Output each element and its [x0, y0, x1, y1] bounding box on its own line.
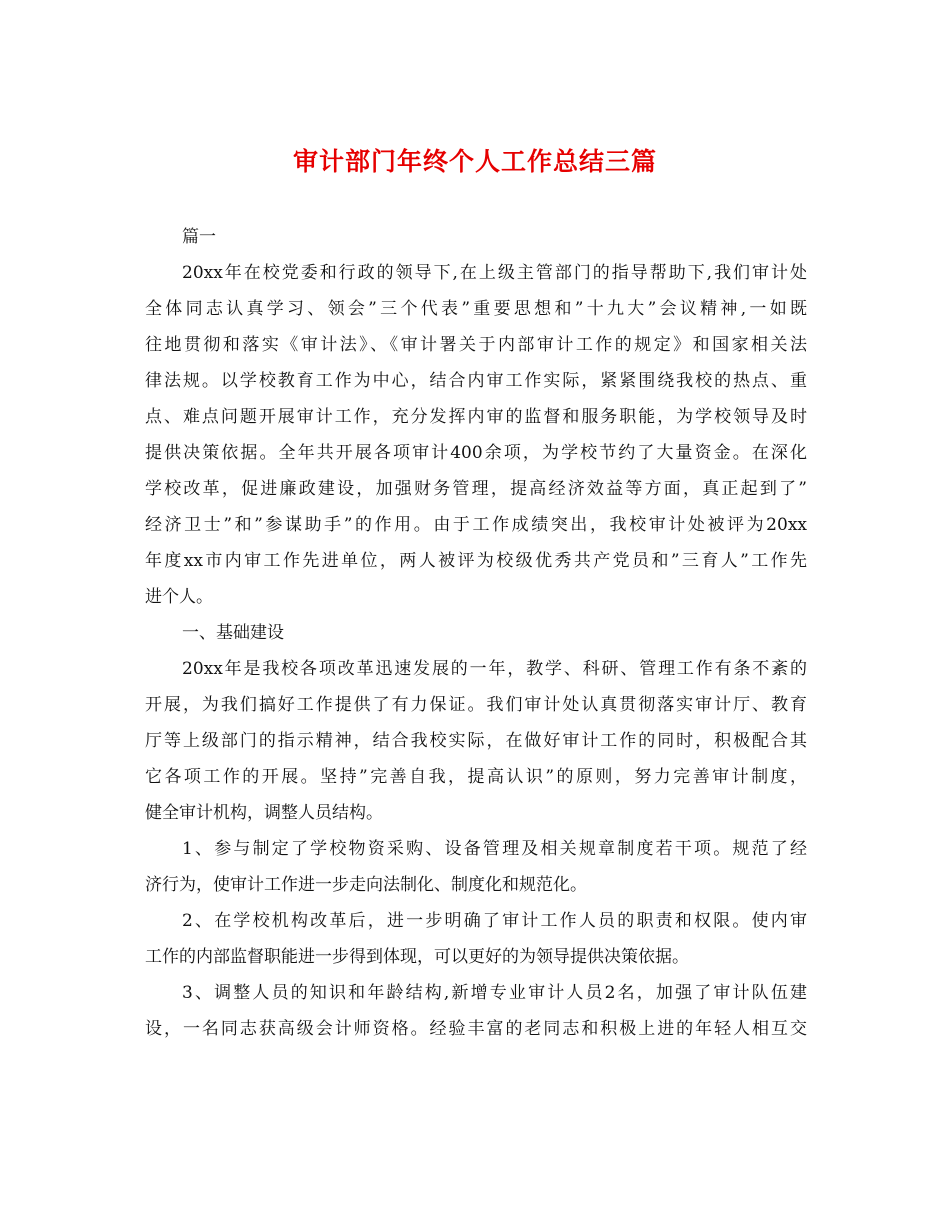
text-line: 篇一: [182, 227, 216, 247]
text-line: 学校改革，促进廉政建设，加强财务管理，提高经济效益等方面，真正起到了”: [145, 479, 807, 499]
text-line: 工作的内部监督职能进一步得到体现，可以更好的为领导提供决策依据。: [145, 947, 689, 967]
text-line: 20xx年在校党委和行政的领导下,在上级主管部门的指导帮助下,我们审计处: [182, 263, 807, 283]
text-line: 2、在学校机构改革后，进一步明确了审计工作人员的职责和权限。使内审: [182, 911, 807, 931]
text-line: 厅等上级部门的指示精神，结合我校实际，在做好审计工作的同时，积极配合其: [145, 731, 807, 751]
text-line: 提供决策依据。全年共开展各项审计400余项，为学校节约了大量资金。在深化: [145, 443, 807, 463]
document-body: [145, 219, 807, 1047]
text-line: 设，一名同志获高级会计师资格。经验丰富的老同志和积极上进的年轻人相互交: [145, 1019, 807, 1039]
text-line: 年度xx市内审工作先进单位，两人被评为校级优秀共产党员和”三育人”工作先: [145, 551, 807, 571]
text-line: 全体同志认真学习、领会”三个代表”重要思想和”十九大”会议精神,一如既: [145, 299, 807, 319]
text-line: 20xx年是我校各项改革迅速发展的一年，教学、科研、管理工作有条不紊的: [182, 659, 807, 679]
document-title: 审计部门年终个人工作总结三篇: [292, 147, 657, 176]
text-line: 济行为，使审计工作进一步走向法制化、制度化和规范化。: [145, 875, 587, 895]
text-line: 点、难点问题开展审计工作，充分发挥内审的监督和服务职能，为学校领导及时: [145, 407, 807, 427]
text-line: 3、调整人员的知识和年龄结构,新增专业审计人员2名，加强了审计队伍建: [182, 983, 807, 1003]
text-line: 开展，为我们搞好工作提供了有力保证。我们审计处认真贯彻落实审计厅、教育: [145, 695, 807, 715]
text-line: 健全审计机构，调整人员结构。: [145, 803, 383, 823]
text-line: 往地贯彻和落实《审计法》、《审计署关于内部审计工作的规定》和国家相关法: [145, 335, 807, 355]
text-line: 进个人。: [145, 587, 213, 607]
text-line: 经济卫士”和”参谋助手”的作用。由于工作成绩突出，我校审计处被评为20xx: [145, 515, 807, 535]
text-line: 1、参与制定了学校物资采购、设备管理及相关规章制度若干项。规范了经: [182, 839, 807, 859]
text-line: 律法规。以学校教育工作为中心，结合内审工作实际，紧紧围绕我校的热点、重: [145, 371, 807, 391]
text-line: 一、基础建设: [182, 623, 284, 643]
text-line: 它各项工作的开展。坚持”完善自我，提高认识”的原则，努力完善审计制度，: [145, 767, 807, 787]
